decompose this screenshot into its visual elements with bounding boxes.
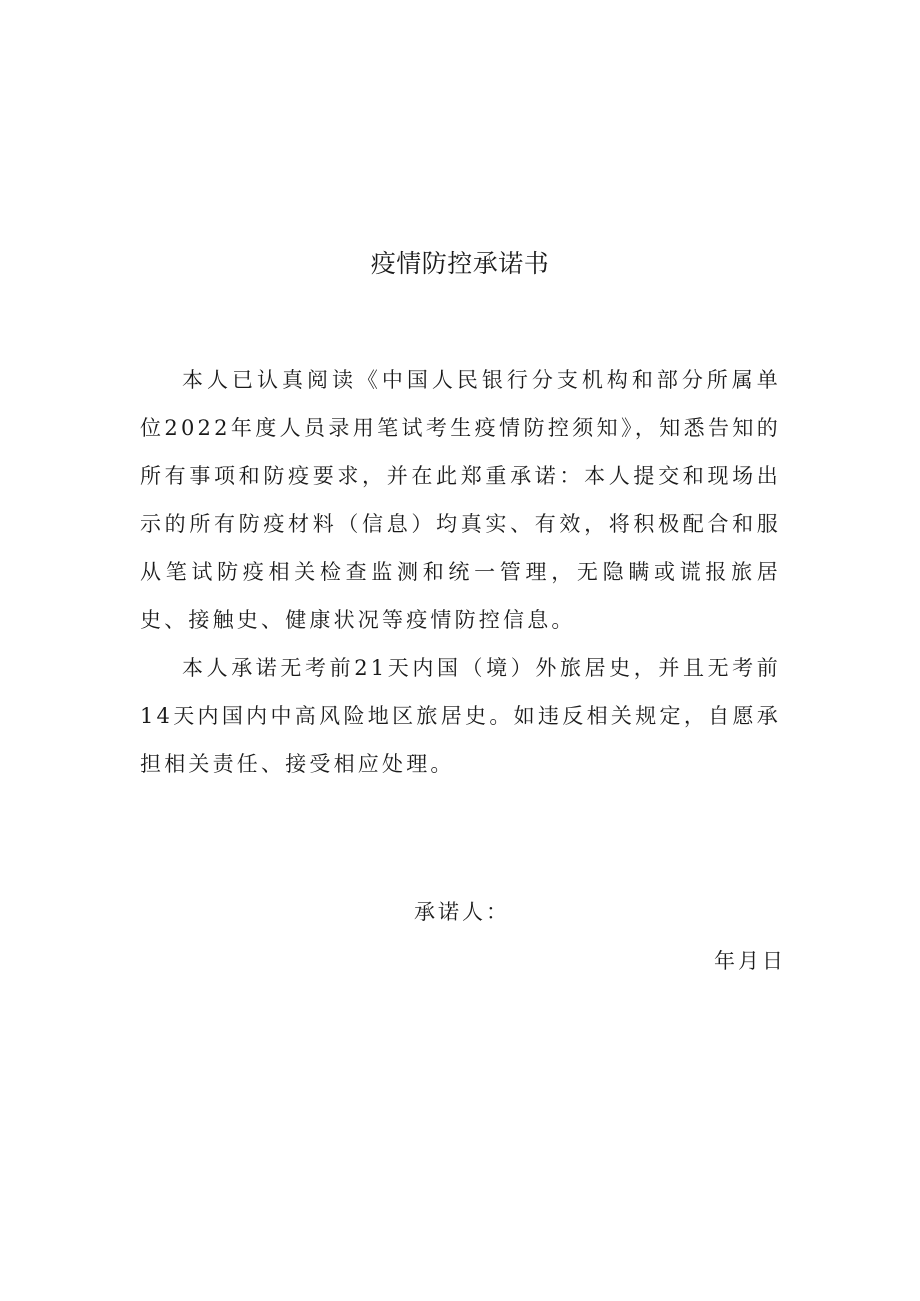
date-label: 年月日 [714,949,786,973]
page-title: 疫情防控承诺书 [370,249,550,278]
paragraph-travel-history: 本人承诺无考前21天内国（境）外旅居史，并且无考前14天内国内中高风险地区旅居史。如违反相关规定，自愿承担相关责任、接受相应处理。 [140,656,781,776]
document-body [140,356,781,788]
paragraph-commitment: 本人已认真阅读《中国人民银行分支机构和部分所属单位2022年度人员录用笔试考生疫情防控须知》，知悉告知的所有事项和防疫要求，并在此郑重承诺：本人提交和现场出示的所有防疫材料（信息）均真实、有效，将积极配合和服从笔试防疫相关检查监测和统一管理，无隐瞒或谎报旅居史、接触史、健康状况等疫情防控信息。 [140,368,781,632]
signature-label: 承诺人： [414,900,510,924]
